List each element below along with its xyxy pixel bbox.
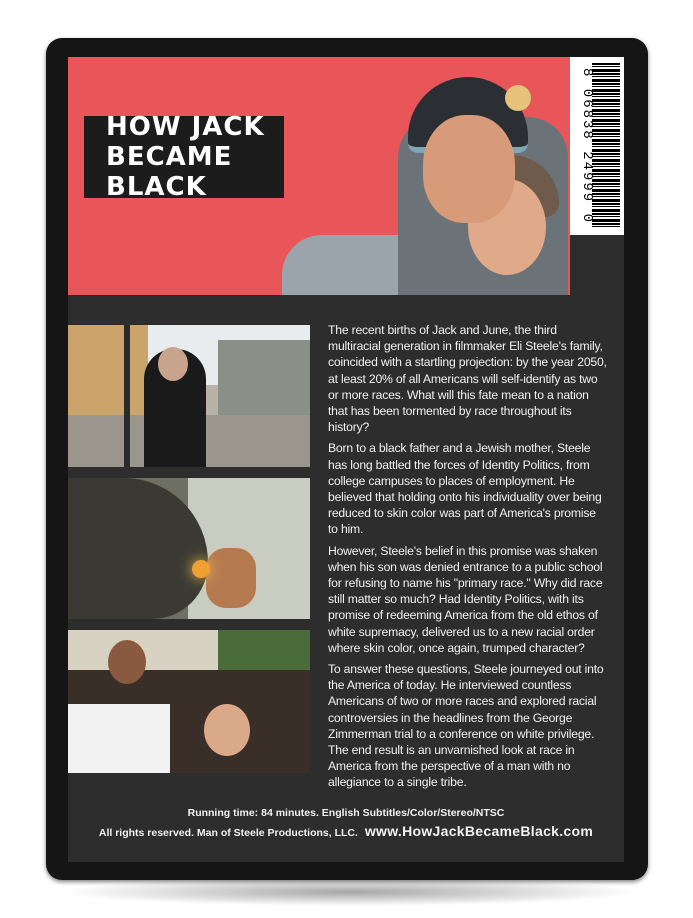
title-line-2: BECAME BLACK bbox=[106, 142, 233, 202]
photo-street-building-right bbox=[218, 340, 310, 415]
photo-cigarette bbox=[68, 478, 310, 619]
photo-protest-sign bbox=[68, 704, 170, 773]
photo-street-head bbox=[158, 347, 188, 381]
rights-line bbox=[68, 823, 624, 839]
barcode bbox=[570, 57, 624, 235]
barcode-bars bbox=[592, 63, 620, 227]
photo-street-building-left bbox=[68, 325, 148, 425]
photo-cigarette-flame bbox=[192, 560, 210, 578]
synopsis-text bbox=[328, 322, 608, 796]
synopsis-paragraph: The recent births of Jack and June, the third multiracial generation in filmmaker Eli Steele's family, coincided with a startling projection: by the year 2050, at least 20% of all Americans will self-identify as two or more races. What will this fate mean to a nation that has been tormented by race throughout its history? bbox=[328, 323, 607, 435]
hero-hat-pom bbox=[505, 85, 531, 111]
synopsis-paragraph: Born to a black father and a Jewish mother, Steele has long battled the forces of Identity Politics, from college campuses to places of employment. He believed that holding onto his individuality over being reduced to skin color was part of America's promise to him. bbox=[328, 441, 602, 537]
website-link[interactable]: www.HowJackBecameBlack.com bbox=[364, 823, 594, 839]
photo-cigarette-hand bbox=[206, 548, 256, 608]
photo-street-pole bbox=[124, 325, 130, 467]
rights-text: All rights reserved. Man of Steele Productions, LLC. bbox=[98, 827, 358, 839]
synopsis-paragraph: However, Steele's belief in this promise was shaken when his son was denied entrance to a public school for refusing to name his "primary race." Why did race still matter so much? Had Identity Politics, with its promise of redeeming America from the old ethos of white supremacy, delivered us to a new racial order where skin color, once again, trumped character? bbox=[328, 543, 603, 655]
photo-protest-face-front bbox=[204, 704, 250, 756]
hero-big-face bbox=[423, 115, 515, 223]
title-block bbox=[84, 112, 284, 202]
synopsis-paragraph: To answer these questions, Steele journeyed out into the America of today. He interviewed countless Americans of two or more races and explored racial controversies in the headlines from the George Zimmerman trial to a conference on white privilege. The end result is an unvarnished look at race in America from the perspective of a man with no allegiance to a single tribe. bbox=[328, 662, 604, 790]
photo-cigarette-face bbox=[68, 478, 208, 619]
photo-protest-face-left bbox=[108, 640, 146, 684]
photo-protest bbox=[68, 630, 310, 773]
title-line-1: HOW JACK bbox=[106, 112, 265, 142]
photo-street bbox=[68, 325, 310, 467]
case-shadow bbox=[60, 878, 640, 906]
running-time-line: Running time: 84 minutes. English Subtitles/Color/Stereo/NTSC bbox=[187, 807, 505, 819]
barcode-digits: 8 06838 24999 0 bbox=[579, 67, 595, 225]
